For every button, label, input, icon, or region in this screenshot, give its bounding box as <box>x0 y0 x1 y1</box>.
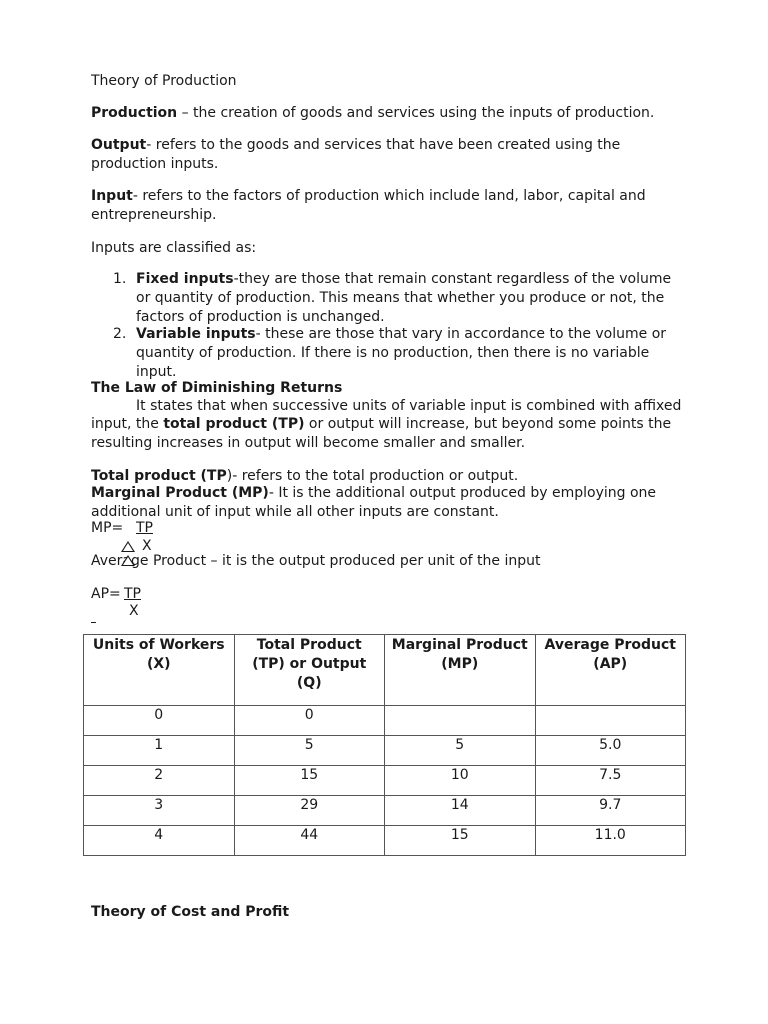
table-row <box>84 826 686 856</box>
table-cell: 5 <box>385 736 536 766</box>
table-row <box>84 766 686 796</box>
variable-inputs-line-3: input. <box>136 364 177 380</box>
list-item-variable-inputs <box>136 325 666 344</box>
page-title: Theory of Production <box>91 73 237 89</box>
input-term: Input <box>91 188 133 204</box>
production-table <box>83 634 686 856</box>
delta-icon <box>121 555 135 566</box>
law-line-2-term: total product (TP) <box>163 416 305 432</box>
output-text-1: - refers to the goods and services that have been created using the <box>146 137 621 153</box>
table-cell: 15 <box>234 766 385 796</box>
fixed-inputs-line-3: factors of production is unchanged. <box>136 309 385 325</box>
fixed-inputs-term: Fixed inputs <box>136 271 234 287</box>
table-cell: 14 <box>385 796 536 826</box>
mp-formula-lhs: MP= <box>91 520 124 536</box>
tp-text: )- refers to the total production or output. <box>226 468 519 484</box>
mp-text-1: - It is the additional output produced by employing one <box>268 485 657 501</box>
table-cell: 5 <box>234 736 385 766</box>
table-row <box>84 796 686 826</box>
law-line-2 <box>91 415 671 434</box>
production-definition <box>91 104 654 123</box>
ap-formula-lhs: AP= <box>91 586 121 602</box>
list-number-1: 1. <box>113 271 127 287</box>
mp-formula-numerator <box>127 519 153 538</box>
mp-formula-denominator: X <box>142 538 152 554</box>
table-cell: 15 <box>385 826 536 856</box>
input-text-1: - refers to the factors of production which include land, labor, capital and <box>132 188 646 204</box>
ap-formula-mark <box>91 622 96 623</box>
table-cell: 11.0 <box>535 826 686 856</box>
variable-inputs-line-1: - these are those that vary in accordance to the volume or <box>255 326 667 342</box>
mp-term: Marginal Product (MP) <box>91 485 269 501</box>
next-section-heading: Theory of Cost and Profit <box>91 904 290 920</box>
table-row <box>84 736 686 766</box>
input-text-2: entrepreneurship. <box>91 207 217 223</box>
table-cell: 3 <box>84 796 235 826</box>
inputs-intro: Inputs are classified as: <box>91 240 257 256</box>
header-marginal-product: Marginal Product (MP) <box>385 635 536 706</box>
output-definition <box>91 136 620 155</box>
mp-definition <box>91 484 656 503</box>
mp-formula-tp: TP <box>136 520 153 536</box>
table-cell: 7.5 <box>535 766 686 796</box>
table-cell: 2 <box>84 766 235 796</box>
table-cell: 10 <box>385 766 536 796</box>
table-cell <box>385 706 536 736</box>
table-row <box>84 706 686 736</box>
law-heading: The Law of Diminishing Returns <box>91 380 343 396</box>
mp-text-2: additional unit of input while all other inputs are constant. <box>91 504 499 520</box>
table-header-row <box>84 635 686 706</box>
input-definition <box>91 187 646 206</box>
fixed-inputs-line-2: or quantity of production. This means that whether you produce or not, the <box>136 290 665 306</box>
table-cell: 4 <box>84 826 235 856</box>
table-cell: 5.0 <box>535 736 686 766</box>
law-line-3: resulting increases in output will become smaller and smaller. <box>91 435 526 451</box>
list-item-fixed-inputs <box>136 270 671 289</box>
ap-definition: Average Product – it is the output produced per unit of the input <box>91 553 541 569</box>
list-number-2: 2. <box>113 326 127 342</box>
header-units-of-workers: Units of Workers (X) <box>84 635 235 706</box>
law-line-1: It states that when successive units of variable input is combined with affixed <box>136 398 682 414</box>
ap-formula-denominator: X <box>129 603 139 619</box>
table-cell: 9.7 <box>535 796 686 826</box>
variable-inputs-line-2: quantity of production. If there is no production, then there is no variable <box>136 345 650 361</box>
table-cell: 1 <box>84 736 235 766</box>
tp-term: Total product (TP <box>91 468 227 484</box>
delta-icon <box>121 541 135 552</box>
variable-inputs-term: Variable inputs <box>136 326 256 342</box>
output-term: Output <box>91 137 147 153</box>
header-average-product: Average Product (AP) <box>535 635 686 706</box>
table-cell: 44 <box>234 826 385 856</box>
law-line-2-c: or output will increase, but beyond some points the <box>304 416 672 432</box>
table-cell: 29 <box>234 796 385 826</box>
header-total-product: Total Product (TP) or Output (Q) <box>234 635 385 706</box>
table-cell: 0 <box>234 706 385 736</box>
production-term: Production <box>91 105 178 121</box>
law-line-2-a: input, the <box>91 416 164 432</box>
production-text: – the creation of goods and services using the inputs of production. <box>177 105 655 121</box>
output-text-2: production inputs. <box>91 156 219 172</box>
table-cell: 0 <box>84 706 235 736</box>
fixed-inputs-line-1: -they are those that remain constant regardless of the volume <box>233 271 672 287</box>
table-cell <box>535 706 686 736</box>
ap-formula-tp: TP <box>124 586 141 602</box>
